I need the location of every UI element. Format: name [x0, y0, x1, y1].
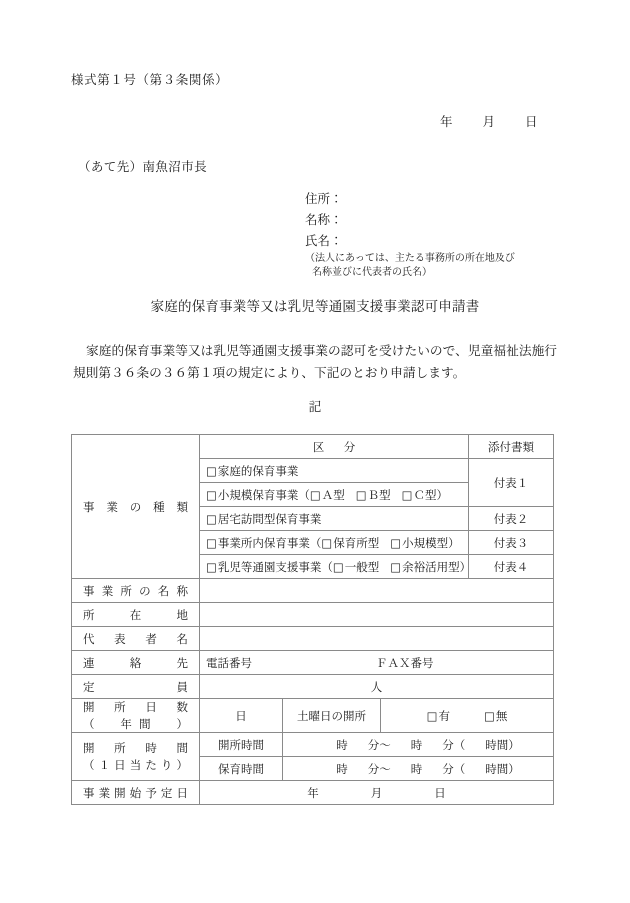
saturday-no-label: 無 — [495, 708, 508, 723]
care-hours-sub-label: 保育時間 — [200, 757, 283, 781]
facility-name-value[interactable] — [200, 579, 554, 603]
paren-open-4: （ — [309, 535, 322, 550]
attachment-3: 付表３ — [469, 531, 554, 555]
table-row — [72, 675, 554, 699]
checkbox-type-c[interactable]: □ — [401, 487, 413, 502]
paren-close-5: ） — [459, 559, 472, 574]
body-text: 家庭的保育事業等又は乳児等通園支援事業の認可を受けたいので、児童福祉法施行規則第３６条の３６第１項の規定により、下記のとおり申請します。 — [73, 343, 557, 380]
business-type-option-5[interactable] — [200, 555, 472, 579]
open-hours-minute2: 分（ — [442, 737, 466, 752]
table-row — [72, 651, 554, 675]
checkbox-nyujito[interactable]: □ — [206, 559, 217, 574]
type-a-label: Ａ型 — [321, 487, 345, 502]
capacity-value[interactable] — [200, 675, 554, 699]
hoikusho-type-label: 保育所型 — [333, 535, 380, 550]
checkbox-type-a[interactable]: □ — [309, 487, 321, 502]
contact-tel-label: 電話番号 — [206, 655, 252, 670]
care-hours-minute2: 分（ — [442, 761, 466, 776]
table-row — [72, 733, 554, 757]
paren-open-5: （ — [321, 559, 333, 574]
category-header: 区 分 — [200, 435, 469, 459]
contact-label: 連絡先 — [72, 651, 200, 675]
table-row — [72, 579, 554, 603]
saturday-label: 土曜日の開所 — [283, 699, 381, 733]
open-hours-value[interactable] — [283, 733, 554, 757]
applicant-name-label: 名称： — [305, 212, 343, 227]
open-days-label — [72, 699, 200, 733]
attachment-4: 付表４ — [469, 555, 554, 579]
ippan-type-label: 一般型 — [344, 559, 380, 574]
open-hours-hour2: 時 — [410, 737, 423, 752]
date-year-label: 年 — [440, 114, 453, 129]
capacity-label: 定員 — [72, 675, 200, 699]
representative-label: 代表者名 — [72, 627, 200, 651]
attachment-1: 付表１ — [469, 459, 554, 507]
contact-fax-label: ＦＡＸ番号 — [376, 655, 434, 670]
applicant-block — [305, 188, 515, 280]
checkbox-saturday-yes[interactable]: □ — [426, 708, 438, 723]
start-year-label: 年 — [307, 785, 319, 800]
business-type-label-1: 家庭的保育事業 — [217, 463, 299, 478]
open-hours-label — [72, 733, 200, 781]
form-code: 様式第１号（第３条関係） — [71, 72, 229, 87]
checkbox-yoyu-type[interactable]: □ — [390, 559, 402, 574]
open-hours-sub-label: 開所時間 — [200, 733, 283, 757]
shokibo-type-label: 小規模型 — [402, 535, 449, 550]
care-hours-total: 時間） — [485, 761, 520, 776]
checkbox-shokibo[interactable]: □ — [206, 487, 217, 502]
start-date-value[interactable] — [200, 781, 554, 805]
applicant-person-label: 氏名： — [305, 233, 343, 248]
applicant-address-label: 住所： — [305, 191, 343, 206]
checkbox-saturday-no[interactable]: □ — [484, 708, 495, 723]
open-hours-label-line2: （１日当たり） — [83, 758, 188, 772]
care-hours-hour: 時 — [336, 761, 348, 776]
business-type-label-5: 乳児等通園支援事業 — [217, 559, 322, 574]
facility-name-label: 事業所の名称 — [72, 579, 200, 603]
open-hours-hour: 時 — [336, 737, 348, 752]
paren-open-2: （ — [298, 487, 310, 502]
attachment-2: 付表２ — [469, 507, 554, 531]
care-hours-hour2: 時 — [410, 761, 423, 776]
open-days-label-line2: （ 年間 ） — [83, 717, 188, 731]
start-date-label: 事業開始予定日 — [72, 781, 200, 805]
checkbox-hoikusho-type[interactable]: □ — [321, 535, 333, 550]
paren-close-2: ） — [436, 487, 448, 502]
open-hours-label-line1: 開所時間 — [83, 741, 188, 755]
table-header-row — [72, 435, 554, 459]
attachment-header: 添付書類 — [469, 435, 554, 459]
date-line — [440, 112, 538, 130]
table-row — [72, 627, 554, 651]
addressee: （あて先）南魚沼市長 — [78, 159, 208, 174]
body-paragraph — [73, 340, 557, 384]
open-days-value[interactable] — [200, 699, 283, 733]
applicant-note-line2: 名称並びに代表者の氏名） — [312, 267, 432, 278]
business-type-label-3: 居宅訪問型保育事業 — [217, 511, 322, 526]
date-month-label: 月 — [482, 114, 496, 129]
checkbox-kyotaku[interactable]: □ — [206, 511, 217, 526]
paren-close-4: ） — [448, 535, 460, 550]
business-type-option-2[interactable] — [200, 483, 469, 507]
document-title: 家庭的保育事業等又は乳児等通園支援事業認可申請書 — [150, 299, 480, 315]
business-type-label-4: 事業所内保育事業 — [217, 535, 310, 550]
open-hours-minute: 分～ — [367, 737, 391, 752]
checkbox-type-b[interactable]: □ — [355, 487, 367, 502]
business-type-label-2: 小規模保育事業 — [217, 487, 299, 502]
saturday-yes-label: 有 — [438, 708, 451, 723]
care-hours-minute: 分～ — [367, 761, 391, 776]
location-value[interactable] — [200, 603, 554, 627]
applicant-note-line1: （法人にあっては、主たる事務所の所在地及び — [305, 253, 515, 264]
checkbox-kateiteki[interactable]: □ — [206, 463, 217, 478]
type-b-label: Ｂ型 — [367, 487, 391, 502]
open-hours-total: 時間） — [485, 737, 520, 752]
type-c-label: Ｃ型 — [413, 487, 437, 502]
saturday-options[interactable] — [381, 699, 554, 733]
applicant-note — [305, 252, 515, 280]
business-type-option-3[interactable] — [200, 507, 469, 531]
capacity-unit: 人 — [370, 679, 383, 694]
start-month-label: 月 — [370, 785, 383, 800]
location-label: 所在地 — [72, 603, 200, 627]
table-row — [72, 699, 554, 733]
start-day-label: 日 — [434, 785, 446, 800]
contact-value[interactable] — [200, 651, 554, 675]
representative-value[interactable] — [200, 627, 554, 651]
open-days-label-line1: 開所日数 — [83, 700, 188, 714]
date-day-label: 日 — [525, 114, 538, 129]
yoyu-type-label: 余裕活用型 — [402, 559, 460, 574]
ki-mark: 記 — [308, 399, 322, 414]
business-type-option-1[interactable] — [200, 459, 469, 483]
business-type-label: 事業の種類 — [72, 435, 200, 579]
checkbox-jigyoshonai[interactable]: □ — [206, 535, 217, 550]
application-table — [71, 434, 554, 805]
open-days-unit: 日 — [235, 708, 247, 723]
care-hours-value[interactable] — [283, 757, 554, 781]
table-row — [72, 781, 554, 805]
checkbox-shokibo-type[interactable]: □ — [390, 535, 402, 550]
checkbox-ippan-type[interactable]: □ — [332, 559, 344, 574]
business-type-option-4[interactable] — [200, 531, 469, 555]
table-row — [72, 603, 554, 627]
